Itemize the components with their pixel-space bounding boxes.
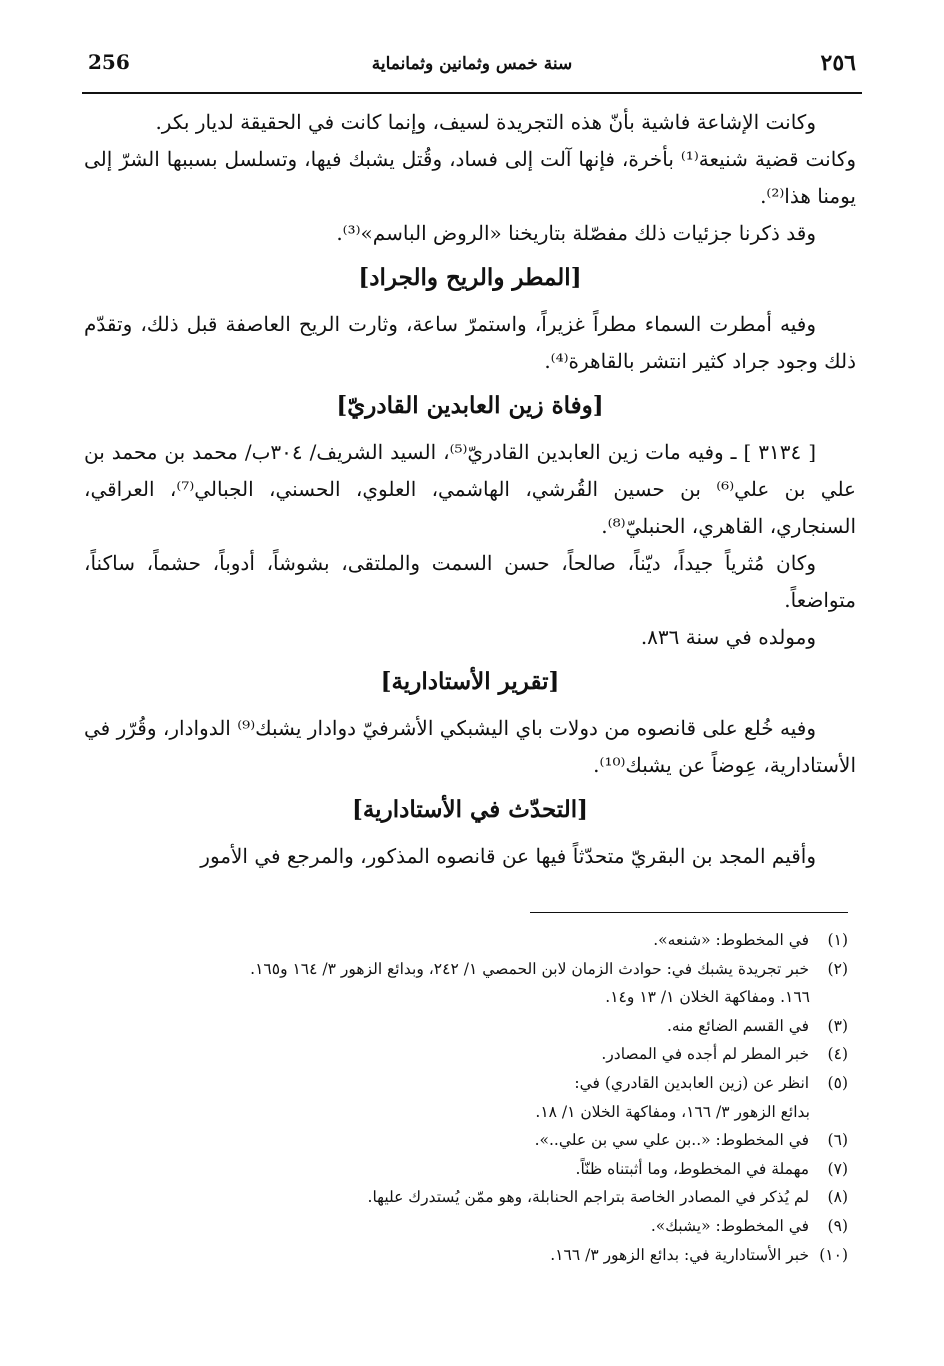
- footnote-text: انظر عن (زين العابدين القادري) في:: [574, 1073, 810, 1092]
- footnote-text: خبر المطر لم أجده في المصادر.: [601, 1045, 810, 1064]
- paragraph-5: [ ٣١٣٤ ] ـ وفيه مات زين العابدين القادريّ⁽⁵⁾، السيد الشريف/ ٣٠٤ب/ محمد بن محمد بن علي بن علي⁽⁶⁾ بن حسين القُرشي، الهاشمي، العلوي، الحسني، الجبالي⁽⁷⁾، العراقي، السنجاري، القاهري، الحنبليّ⁽⁸⁾.: [84, 440, 856, 538]
- footnote-5: [84, 1069, 848, 1098]
- footnote-text: في المخطوط: «شنعه».: [653, 931, 810, 949]
- paragraph-6: وكان مُثرياً جيداً، ديّناً، صالحاً، حسن السمت والملتقى، بشوشاً، أدوباً، حشماً، ساكناً، متواضعاً.: [84, 551, 856, 612]
- footnotes: [84, 926, 848, 1269]
- main-text: [84, 104, 856, 875]
- footnote-number: (٤): [827, 1045, 848, 1064]
- paragraph-7: ومولده في سنة ٨٣٦.: [640, 625, 816, 649]
- footnote-10: [84, 1241, 848, 1270]
- page-number-arabic: ٢٥٦: [820, 50, 856, 76]
- footnote-1: [84, 926, 848, 955]
- footnote-text: في المخطوط: «..بن علي سي بن علي..».: [534, 1131, 810, 1150]
- footnote-rule: [530, 912, 848, 913]
- footnote-5-continuation: بدائع الزهور ٣/ ١٦٦، ومفاكهة الخلان ١/ ١٨.: [535, 1102, 810, 1121]
- paragraph-4: وفيه أمطرت السماء مطراً غزيراً، واستمرّ ساعة، وثارت الريح العاصفة قبل ذلك، وتقدّم ذلك وجود جراد كثير انتشر بالقاهرة⁽⁴⁾.: [84, 312, 856, 373]
- footnote-8: [84, 1183, 848, 1212]
- footnote-number: (٣): [827, 1016, 848, 1035]
- footnote-9: [84, 1212, 848, 1241]
- footnote-text: في المخطوط: «يشبك».: [650, 1216, 810, 1235]
- footnote-text: خبر تجريدة يشبك في: حوادث الزمان لابن الحمصي ١/ ٢٤٢، وبدائع الزهور ٣/ ١٦٤ و١٦٥.: [250, 959, 810, 978]
- footnote-4: [84, 1040, 848, 1069]
- page-header: [80, 44, 864, 88]
- footnote-text: في القسم الضائع منه.: [666, 1016, 810, 1035]
- paragraph-2: وكانت قضية شنيعة⁽¹⁾ بأخرة، فإنها آلت إلى فساد، وقُتل يشبك فيها، وتسلسل بسببها الشرّ إلى يومنا هذا⁽²⁾.: [84, 147, 856, 208]
- footnote-2-continuation: ١٦٦. ومفاكهة الخلان ١/ ١٣ و١٤.: [605, 988, 810, 1007]
- paragraph-3: وقد ذكرنا جزئيات ذلك مفصّلة بتاريخنا «الروض الباسم»⁽³⁾.: [336, 221, 816, 245]
- header-rule: [82, 92, 862, 94]
- footnote-text: لم يُذكر في المصادر الخاصة بتراجم الحنابلة، وهو ممّن يُستدرك عليها.: [367, 1188, 810, 1207]
- footnote-number: (٧): [827, 1159, 848, 1178]
- footnote-number: (١): [827, 931, 848, 949]
- paragraph-9: وأقيم المجد بن البقريّ متحدّثاً فيها عن قانصوه المذكور، والمرجع في الأمور: [200, 844, 816, 868]
- paragraph-1: وكانت الإشاعة فاشية بأنّ هذه التجريدة لسيف، وإنما كانت في الحقيقة لديار بكر.: [155, 110, 816, 134]
- page-number-latin: 256: [88, 50, 130, 74]
- footnote-number: (٨): [827, 1188, 848, 1207]
- section-heading-supervision: [التحدّث في الأستادارية]: [351, 796, 589, 823]
- footnote-number: (٩): [827, 1216, 848, 1235]
- section-heading-rain: [المطر والريح والجراد]: [358, 264, 582, 291]
- footnote-7: [84, 1155, 848, 1184]
- running-title: سنة خمس وثمانين وثمانماية: [371, 54, 573, 74]
- footnote-3: [84, 1012, 848, 1041]
- footnote-text: خبر الأستادارية في: بدائع الزهور ٣/ ١٦٦.: [550, 1245, 810, 1264]
- footnote-number: (١٠): [819, 1245, 848, 1264]
- paragraph-8: وفيه خُلع على قانصوه من دولات باي اليشبكي الأشرفيّ دوادار يشبك⁽⁹⁾ الدوادار، وقُرّر في الأستادارية، عِوضاً عن يشبك⁽¹⁰⁾.: [84, 716, 856, 777]
- footnote-number: (٥): [827, 1073, 848, 1092]
- footnote-number: (٢): [827, 959, 848, 978]
- footnote-text: مهملة في المخطوط، وما أثبتناه ظنّاً.: [575, 1159, 810, 1178]
- footnote-2: [84, 955, 848, 984]
- section-heading-death: [وفاة زين العابدين القادريّ]: [336, 392, 604, 419]
- footnote-number: (٦): [827, 1131, 848, 1150]
- section-heading-appointment: [تقرير الأستادارية]: [380, 668, 560, 695]
- footnote-6: [84, 1126, 848, 1155]
